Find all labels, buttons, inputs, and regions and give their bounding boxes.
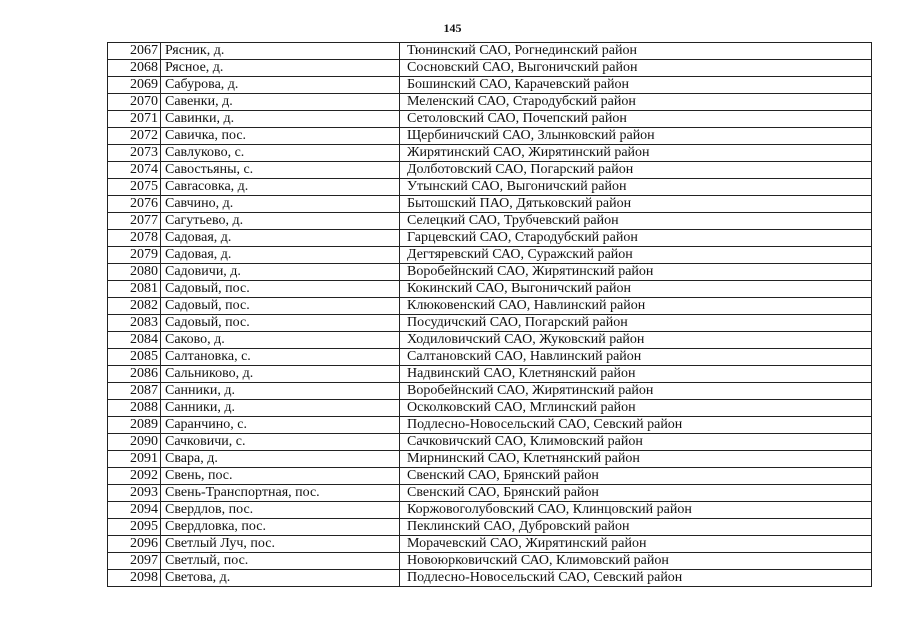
table-row bbox=[108, 400, 872, 417]
administrative-unit: Щербиничский САО, Злынковский район bbox=[400, 128, 872, 145]
table-row bbox=[108, 43, 872, 60]
administrative-unit: Сачковичский САО, Климовский район bbox=[400, 434, 872, 451]
row-number: 2088 bbox=[108, 400, 161, 417]
administrative-unit: Сосновский САО, Выгоничский район bbox=[400, 60, 872, 77]
table-row bbox=[108, 77, 872, 94]
table-row bbox=[108, 196, 872, 213]
table-row bbox=[108, 145, 872, 162]
table-row bbox=[108, 213, 872, 230]
table-row bbox=[108, 247, 872, 264]
administrative-unit: Новоюрковичский САО, Климовский район bbox=[400, 553, 872, 570]
row-number: 2073 bbox=[108, 145, 161, 162]
row-number: 2074 bbox=[108, 162, 161, 179]
table-row bbox=[108, 111, 872, 128]
page-number: 145 bbox=[443, 21, 462, 35]
table-row bbox=[108, 332, 872, 349]
table-row bbox=[108, 417, 872, 434]
administrative-unit: Морачевский САО, Жирятинский район bbox=[400, 536, 872, 553]
table-row bbox=[108, 298, 872, 315]
settlement-name: Садовая, д. bbox=[161, 230, 400, 247]
table-row bbox=[108, 553, 872, 570]
row-number: 2089 bbox=[108, 417, 161, 434]
table-row bbox=[108, 519, 872, 536]
settlement-name: Светлый Луч, пос. bbox=[161, 536, 400, 553]
row-number: 2081 bbox=[108, 281, 161, 298]
settlement-name: Салтановка, с. bbox=[161, 349, 400, 366]
settlement-name: Санники, д. bbox=[161, 400, 400, 417]
settlement-name: Сальниково, д. bbox=[161, 366, 400, 383]
row-number: 2079 bbox=[108, 247, 161, 264]
administrative-unit: Утынский САО, Выгоничский район bbox=[400, 179, 872, 196]
row-number: 2092 bbox=[108, 468, 161, 485]
table-row bbox=[108, 264, 872, 281]
table-row bbox=[108, 94, 872, 111]
administrative-unit: Селецкий САО, Трубчевский район bbox=[400, 213, 872, 230]
row-number: 2098 bbox=[108, 570, 161, 587]
table-row bbox=[108, 366, 872, 383]
table-row bbox=[108, 434, 872, 451]
row-number: 2067 bbox=[108, 43, 161, 60]
administrative-unit: Надвинский САО, Клетнянский район bbox=[400, 366, 872, 383]
row-number: 2071 bbox=[108, 111, 161, 128]
table-row bbox=[108, 536, 872, 553]
settlement-name: Свень-Транспортная, пос. bbox=[161, 485, 400, 502]
table-row bbox=[108, 60, 872, 77]
settlement-name: Свара, д. bbox=[161, 451, 400, 468]
row-number: 2091 bbox=[108, 451, 161, 468]
settlement-name: Савrасовка, д. bbox=[161, 179, 400, 196]
administrative-unit: Жирятинский САО, Жирятинский район bbox=[400, 145, 872, 162]
table-row bbox=[108, 485, 872, 502]
settlement-name: Садовый, пос. bbox=[161, 281, 400, 298]
administrative-unit: Меленский САО, Стародубский район bbox=[400, 94, 872, 111]
settlement-name: Садовая, д. bbox=[161, 247, 400, 264]
settlement-name: Сагутьево, д. bbox=[161, 213, 400, 230]
table-body bbox=[108, 43, 872, 587]
settlement-name: Светова, д. bbox=[161, 570, 400, 587]
row-number: 2076 bbox=[108, 196, 161, 213]
table-row bbox=[108, 179, 872, 196]
row-number: 2097 bbox=[108, 553, 161, 570]
row-number: 2083 bbox=[108, 315, 161, 332]
row-number: 2085 bbox=[108, 349, 161, 366]
table-row bbox=[108, 349, 872, 366]
settlement-name: Сачковичи, с. bbox=[161, 434, 400, 451]
table-row bbox=[108, 451, 872, 468]
row-number: 2087 bbox=[108, 383, 161, 400]
table-row bbox=[108, 468, 872, 485]
settlement-name: Рясник, д. bbox=[161, 43, 400, 60]
row-number: 2072 bbox=[108, 128, 161, 145]
row-number: 2077 bbox=[108, 213, 161, 230]
row-number: 2078 bbox=[108, 230, 161, 247]
row-number: 2094 bbox=[108, 502, 161, 519]
administrative-unit: Бытошский ПАО, Дятьковский район bbox=[400, 196, 872, 213]
row-number: 2096 bbox=[108, 536, 161, 553]
settlement-name: Свердловка, пос. bbox=[161, 519, 400, 536]
row-number: 2075 bbox=[108, 179, 161, 196]
settlement-name: Садовый, пос. bbox=[161, 298, 400, 315]
row-number: 2070 bbox=[108, 94, 161, 111]
settlement-name: Садовичи, д. bbox=[161, 264, 400, 281]
settlement-name: Свердлов, пос. bbox=[161, 502, 400, 519]
settlements-table bbox=[107, 42, 872, 587]
settlement-name: Савчино, д. bbox=[161, 196, 400, 213]
administrative-unit: Пеклинский САО, Дубровский район bbox=[400, 519, 872, 536]
administrative-unit: Долботовский САО, Погарский район bbox=[400, 162, 872, 179]
table-row bbox=[108, 162, 872, 179]
administrative-unit: Сетоловский САО, Почепский район bbox=[400, 111, 872, 128]
settlement-name: Савичка, пос. bbox=[161, 128, 400, 145]
administrative-unit: Осколковский САО, Мглинский район bbox=[400, 400, 872, 417]
table-row bbox=[108, 281, 872, 298]
administrative-unit: Кокинский САО, Выгоничский район bbox=[400, 281, 872, 298]
settlement-name: Светлый, пос. bbox=[161, 553, 400, 570]
table-row bbox=[108, 315, 872, 332]
table-row bbox=[108, 570, 872, 587]
administrative-unit: Бошинский САО, Карачевский район bbox=[400, 77, 872, 94]
settlement-name: Савостьяны, с. bbox=[161, 162, 400, 179]
row-number: 2090 bbox=[108, 434, 161, 451]
settlement-name: Свень, пос. bbox=[161, 468, 400, 485]
settlement-name: Савинки, д. bbox=[161, 111, 400, 128]
table-row bbox=[108, 502, 872, 519]
settlement-name: Саранчино, с. bbox=[161, 417, 400, 434]
administrative-unit: Клюковенский САО, Навлинский район bbox=[400, 298, 872, 315]
administrative-unit: Тюнинский САО, Рогнединский район bbox=[400, 43, 872, 60]
settlement-name: Сабурова, д. bbox=[161, 77, 400, 94]
administrative-unit: Гарцевский САО, Стародубский район bbox=[400, 230, 872, 247]
administrative-unit: Подлесно-Новосельский САО, Севский район bbox=[400, 570, 872, 587]
administrative-unit: Салтановский САО, Навлинский район bbox=[400, 349, 872, 366]
row-number: 2093 bbox=[108, 485, 161, 502]
administrative-unit: Свенский САО, Брянский район bbox=[400, 468, 872, 485]
administrative-unit: Ходиловичский САО, Жуковский район bbox=[400, 332, 872, 349]
settlement-name: Савлуково, с. bbox=[161, 145, 400, 162]
administrative-unit: Дегтяревский САО, Суражский район bbox=[400, 247, 872, 264]
administrative-unit: Посудичский САО, Погарский район bbox=[400, 315, 872, 332]
administrative-unit: Коржовоголубовский САО, Клинцовский район bbox=[400, 502, 872, 519]
administrative-unit: Свенский САО, Брянский район bbox=[400, 485, 872, 502]
row-number: 2084 bbox=[108, 332, 161, 349]
settlement-name: Садовый, пос. bbox=[161, 315, 400, 332]
administrative-unit: Мирнинский САО, Клетнянский район bbox=[400, 451, 872, 468]
administrative-unit: Воробейнский САО, Жирятинский район bbox=[400, 264, 872, 281]
administrative-unit: Подлесно-Новосельский САО, Севский район bbox=[400, 417, 872, 434]
row-number: 2068 bbox=[108, 60, 161, 77]
table-row bbox=[108, 230, 872, 247]
row-number: 2069 bbox=[108, 77, 161, 94]
row-number: 2082 bbox=[108, 298, 161, 315]
administrative-unit: Воробейнский САО, Жирятинский район bbox=[400, 383, 872, 400]
settlement-name: Саково, д. bbox=[161, 332, 400, 349]
settlement-name: Савенки, д. bbox=[161, 94, 400, 111]
row-number: 2080 bbox=[108, 264, 161, 281]
table-row bbox=[108, 128, 872, 145]
table-row bbox=[108, 383, 872, 400]
row-number: 2095 bbox=[108, 519, 161, 536]
settlement-name: Рясное, д. bbox=[161, 60, 400, 77]
row-number: 2086 bbox=[108, 366, 161, 383]
settlement-name: Санники, д. bbox=[161, 383, 400, 400]
